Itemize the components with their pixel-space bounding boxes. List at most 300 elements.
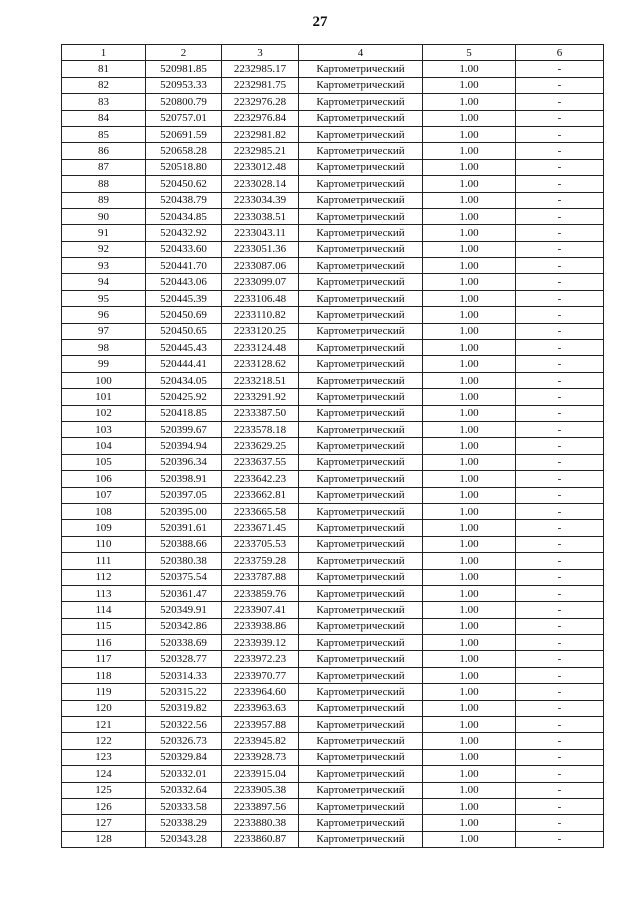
point-number-cell: 84: [62, 110, 146, 126]
point-number-cell: 88: [62, 176, 146, 192]
accuracy-cell: 1.00: [423, 389, 516, 405]
note-cell: -: [516, 323, 604, 339]
x-coordinate-cell: 520397.05: [146, 487, 222, 503]
y-coordinate-cell: 2233915.04: [222, 766, 299, 782]
method-cell: Картометрический: [299, 815, 423, 831]
table-row: [62, 208, 604, 224]
accuracy-cell: 1.00: [423, 307, 516, 323]
note-cell: -: [516, 831, 604, 847]
y-coordinate-cell: 2233665.58: [222, 503, 299, 519]
y-coordinate-cell: 2233110.82: [222, 307, 299, 323]
method-cell: Картометрический: [299, 766, 423, 782]
note-cell: -: [516, 159, 604, 175]
accuracy-cell: 1.00: [423, 61, 516, 77]
table-row: [62, 290, 604, 306]
table-row: [62, 356, 604, 372]
method-cell: Картометрический: [299, 274, 423, 290]
point-number-cell: 101: [62, 389, 146, 405]
accuracy-cell: 1.00: [423, 438, 516, 454]
y-coordinate-cell: 2233939.12: [222, 635, 299, 651]
point-number-cell: 126: [62, 798, 146, 814]
accuracy-cell: 1.00: [423, 618, 516, 634]
x-coordinate-cell: 520450.69: [146, 307, 222, 323]
accuracy-cell: 1.00: [423, 454, 516, 470]
x-coordinate-cell: 520800.79: [146, 94, 222, 110]
accuracy-cell: 1.00: [423, 176, 516, 192]
table-row: [62, 421, 604, 437]
y-coordinate-cell: 2233629.25: [222, 438, 299, 454]
table-row: [62, 258, 604, 274]
note-cell: -: [516, 667, 604, 683]
y-coordinate-cell: 2233038.51: [222, 208, 299, 224]
y-coordinate-cell: 2233897.56: [222, 798, 299, 814]
point-number-cell: 124: [62, 766, 146, 782]
y-coordinate-cell: 2233120.25: [222, 323, 299, 339]
method-cell: Картометрический: [299, 323, 423, 339]
note-cell: -: [516, 798, 604, 814]
method-cell: Картометрический: [299, 667, 423, 683]
table-row: [62, 471, 604, 487]
y-coordinate-cell: 2233860.87: [222, 831, 299, 847]
point-number-cell: 109: [62, 520, 146, 536]
point-number-cell: 100: [62, 372, 146, 388]
x-coordinate-cell: 520691.59: [146, 126, 222, 142]
note-cell: -: [516, 569, 604, 585]
method-cell: Картометрический: [299, 733, 423, 749]
table-row: [62, 782, 604, 798]
point-number-cell: 110: [62, 536, 146, 552]
table-row: [62, 536, 604, 552]
x-coordinate-cell: 520338.69: [146, 635, 222, 651]
point-number-cell: 92: [62, 241, 146, 257]
accuracy-cell: 1.00: [423, 766, 516, 782]
note-cell: -: [516, 602, 604, 618]
note-cell: -: [516, 815, 604, 831]
note-cell: -: [516, 389, 604, 405]
x-coordinate-cell: 520315.22: [146, 684, 222, 700]
method-cell: Картометрический: [299, 61, 423, 77]
x-coordinate-cell: 520953.33: [146, 77, 222, 93]
method-cell: Картометрический: [299, 700, 423, 716]
table-row: [62, 307, 604, 323]
method-cell: Картометрический: [299, 585, 423, 601]
note-cell: -: [516, 61, 604, 77]
method-cell: Картометрический: [299, 241, 423, 257]
note-cell: -: [516, 585, 604, 601]
note-cell: -: [516, 340, 604, 356]
point-number-cell: 96: [62, 307, 146, 323]
table-row: [62, 717, 604, 733]
accuracy-cell: 1.00: [423, 536, 516, 552]
note-cell: -: [516, 651, 604, 667]
note-cell: -: [516, 438, 604, 454]
table-row: [62, 241, 604, 257]
method-cell: Картометрический: [299, 176, 423, 192]
x-coordinate-cell: 520445.39: [146, 290, 222, 306]
x-coordinate-cell: 520432.92: [146, 225, 222, 241]
accuracy-cell: 1.00: [423, 569, 516, 585]
x-coordinate-cell: 520338.29: [146, 815, 222, 831]
note-cell: -: [516, 176, 604, 192]
point-number-cell: 116: [62, 635, 146, 651]
x-coordinate-cell: 520314.33: [146, 667, 222, 683]
point-number-cell: 111: [62, 553, 146, 569]
method-cell: Картометрический: [299, 487, 423, 503]
note-cell: -: [516, 356, 604, 372]
accuracy-cell: 1.00: [423, 831, 516, 847]
point-number-cell: 120: [62, 700, 146, 716]
point-number-cell: 123: [62, 749, 146, 765]
table-row: [62, 159, 604, 175]
method-cell: Картометрический: [299, 782, 423, 798]
table-row: [62, 635, 604, 651]
method-cell: Картометрический: [299, 389, 423, 405]
accuracy-cell: 1.00: [423, 258, 516, 274]
x-coordinate-cell: 520342.86: [146, 618, 222, 634]
method-cell: Картометрический: [299, 208, 423, 224]
point-number-cell: 86: [62, 143, 146, 159]
table-row: [62, 684, 604, 700]
table-row: [62, 389, 604, 405]
method-cell: Картометрический: [299, 405, 423, 421]
x-coordinate-cell: 520518.80: [146, 159, 222, 175]
note-cell: -: [516, 553, 604, 569]
y-coordinate-cell: 2233928.73: [222, 749, 299, 765]
y-coordinate-cell: 2233218.51: [222, 372, 299, 388]
x-coordinate-cell: 520319.82: [146, 700, 222, 716]
method-cell: Картометрический: [299, 717, 423, 733]
y-coordinate-cell: 2233787.88: [222, 569, 299, 585]
point-number-cell: 81: [62, 61, 146, 77]
note-cell: -: [516, 471, 604, 487]
page-number: 27: [312, 14, 328, 30]
x-coordinate-cell: 520398.91: [146, 471, 222, 487]
table-row: [62, 225, 604, 241]
note-cell: -: [516, 110, 604, 126]
y-coordinate-cell: 2233705.53: [222, 536, 299, 552]
accuracy-cell: 1.00: [423, 405, 516, 421]
x-coordinate-cell: 520443.06: [146, 274, 222, 290]
x-coordinate-cell: 520445.43: [146, 340, 222, 356]
y-coordinate-cell: 2233957.88: [222, 717, 299, 733]
accuracy-cell: 1.00: [423, 241, 516, 257]
note-cell: -: [516, 536, 604, 552]
y-coordinate-cell: 2233387.50: [222, 405, 299, 421]
point-number-cell: 125: [62, 782, 146, 798]
method-cell: Картометрический: [299, 192, 423, 208]
coordinates-table: [61, 44, 604, 848]
table-row: [62, 585, 604, 601]
note-cell: -: [516, 520, 604, 536]
x-coordinate-cell: 520450.65: [146, 323, 222, 339]
point-number-cell: 113: [62, 585, 146, 601]
method-cell: Картометрический: [299, 307, 423, 323]
accuracy-cell: 1.00: [423, 733, 516, 749]
table-row: [62, 520, 604, 536]
accuracy-cell: 1.00: [423, 520, 516, 536]
note-cell: -: [516, 635, 604, 651]
x-coordinate-cell: 520388.66: [146, 536, 222, 552]
accuracy-cell: 1.00: [423, 651, 516, 667]
method-cell: Картометрический: [299, 536, 423, 552]
point-number-cell: 99: [62, 356, 146, 372]
note-cell: -: [516, 94, 604, 110]
x-coordinate-cell: 520438.79: [146, 192, 222, 208]
x-coordinate-cell: 520434.85: [146, 208, 222, 224]
table-row: [62, 766, 604, 782]
table-row: [62, 110, 604, 126]
note-cell: -: [516, 126, 604, 142]
point-number-cell: 95: [62, 290, 146, 306]
table-row: [62, 192, 604, 208]
table-row: [62, 602, 604, 618]
y-coordinate-cell: 2232976.84: [222, 110, 299, 126]
x-coordinate-cell: 520757.01: [146, 110, 222, 126]
point-number-cell: 114: [62, 602, 146, 618]
method-cell: Картометрический: [299, 520, 423, 536]
accuracy-cell: 1.00: [423, 684, 516, 700]
table-row: [62, 749, 604, 765]
point-number-cell: 98: [62, 340, 146, 356]
y-coordinate-cell: 2233970.77: [222, 667, 299, 683]
accuracy-cell: 1.00: [423, 667, 516, 683]
note-cell: -: [516, 225, 604, 241]
x-coordinate-cell: 520332.01: [146, 766, 222, 782]
accuracy-cell: 1.00: [423, 274, 516, 290]
table-row: [62, 176, 604, 192]
accuracy-cell: 1.00: [423, 356, 516, 372]
table-row: [62, 487, 604, 503]
point-number-cell: 97: [62, 323, 146, 339]
y-coordinate-cell: 2233637.55: [222, 454, 299, 470]
accuracy-cell: 1.00: [423, 126, 516, 142]
point-number-cell: 108: [62, 503, 146, 519]
method-cell: Картометрический: [299, 602, 423, 618]
point-number-cell: 83: [62, 94, 146, 110]
y-coordinate-cell: 2232981.82: [222, 126, 299, 142]
accuracy-cell: 1.00: [423, 503, 516, 519]
x-coordinate-cell: 520380.38: [146, 553, 222, 569]
note-cell: -: [516, 258, 604, 274]
y-coordinate-cell: 2233012.48: [222, 159, 299, 175]
point-number-cell: 82: [62, 77, 146, 93]
note-cell: -: [516, 618, 604, 634]
method-cell: Картометрический: [299, 77, 423, 93]
accuracy-cell: 1.00: [423, 208, 516, 224]
table-row: [62, 126, 604, 142]
y-coordinate-cell: 2232981.75: [222, 77, 299, 93]
x-coordinate-cell: 520322.56: [146, 717, 222, 733]
accuracy-cell: 1.00: [423, 487, 516, 503]
point-number-cell: 106: [62, 471, 146, 487]
y-coordinate-cell: 2233028.14: [222, 176, 299, 192]
note-cell: -: [516, 782, 604, 798]
note-cell: -: [516, 143, 604, 159]
y-coordinate-cell: 2233759.28: [222, 553, 299, 569]
accuracy-cell: 1.00: [423, 815, 516, 831]
table-row: [62, 831, 604, 847]
method-cell: Картометрический: [299, 225, 423, 241]
table-row: [62, 569, 604, 585]
point-number-cell: 128: [62, 831, 146, 847]
y-coordinate-cell: 2233905.38: [222, 782, 299, 798]
y-coordinate-cell: 2233938.86: [222, 618, 299, 634]
method-cell: Картометрический: [299, 454, 423, 470]
point-number-cell: 85: [62, 126, 146, 142]
y-coordinate-cell: 2233043.11: [222, 225, 299, 241]
table-row: [62, 94, 604, 110]
x-coordinate-cell: 520394.94: [146, 438, 222, 454]
x-coordinate-cell: 520333.58: [146, 798, 222, 814]
point-number-cell: 93: [62, 258, 146, 274]
x-coordinate-cell: 520326.73: [146, 733, 222, 749]
point-number-cell: 107: [62, 487, 146, 503]
column-header: 6: [516, 45, 604, 61]
method-cell: Картометрический: [299, 831, 423, 847]
note-cell: -: [516, 717, 604, 733]
note-cell: -: [516, 766, 604, 782]
method-cell: Картометрический: [299, 749, 423, 765]
accuracy-cell: 1.00: [423, 323, 516, 339]
y-coordinate-cell: 2233662.81: [222, 487, 299, 503]
point-number-cell: 104: [62, 438, 146, 454]
column-header: 2: [146, 45, 222, 61]
method-cell: Картометрический: [299, 684, 423, 700]
table-row: [62, 143, 604, 159]
note-cell: -: [516, 274, 604, 290]
x-coordinate-cell: 520981.85: [146, 61, 222, 77]
method-cell: Картометрический: [299, 110, 423, 126]
table-row: [62, 700, 604, 716]
table-row: [62, 618, 604, 634]
x-coordinate-cell: 520434.05: [146, 372, 222, 388]
note-cell: -: [516, 684, 604, 700]
y-coordinate-cell: 2233034.39: [222, 192, 299, 208]
note-cell: -: [516, 192, 604, 208]
method-cell: Картометрический: [299, 471, 423, 487]
accuracy-cell: 1.00: [423, 798, 516, 814]
x-coordinate-cell: 520375.54: [146, 569, 222, 585]
note-cell: -: [516, 503, 604, 519]
table-row: [62, 651, 604, 667]
point-number-cell: 127: [62, 815, 146, 831]
point-number-cell: 102: [62, 405, 146, 421]
table-row: [62, 274, 604, 290]
accuracy-cell: 1.00: [423, 143, 516, 159]
y-coordinate-cell: 2233945.82: [222, 733, 299, 749]
method-cell: Картометрический: [299, 553, 423, 569]
accuracy-cell: 1.00: [423, 471, 516, 487]
y-coordinate-cell: 2233964.60: [222, 684, 299, 700]
x-coordinate-cell: 520391.61: [146, 520, 222, 536]
point-number-cell: 89: [62, 192, 146, 208]
method-cell: Картометрический: [299, 159, 423, 175]
accuracy-cell: 1.00: [423, 94, 516, 110]
method-cell: Картометрический: [299, 798, 423, 814]
x-coordinate-cell: 520328.77: [146, 651, 222, 667]
column-header: 4: [299, 45, 423, 61]
x-coordinate-cell: 520441.70: [146, 258, 222, 274]
point-number-cell: 119: [62, 684, 146, 700]
method-cell: Картометрический: [299, 372, 423, 388]
method-cell: Картометрический: [299, 258, 423, 274]
x-coordinate-cell: 520332.64: [146, 782, 222, 798]
note-cell: -: [516, 307, 604, 323]
note-cell: -: [516, 372, 604, 388]
accuracy-cell: 1.00: [423, 192, 516, 208]
point-number-cell: 105: [62, 454, 146, 470]
accuracy-cell: 1.00: [423, 225, 516, 241]
accuracy-cell: 1.00: [423, 700, 516, 716]
accuracy-cell: 1.00: [423, 372, 516, 388]
x-coordinate-cell: 520399.67: [146, 421, 222, 437]
note-cell: -: [516, 241, 604, 257]
x-coordinate-cell: 520450.62: [146, 176, 222, 192]
note-cell: -: [516, 77, 604, 93]
method-cell: Картометрический: [299, 618, 423, 634]
point-number-cell: 112: [62, 569, 146, 585]
accuracy-cell: 1.00: [423, 421, 516, 437]
table-row: [62, 438, 604, 454]
table-row: [62, 454, 604, 470]
accuracy-cell: 1.00: [423, 585, 516, 601]
accuracy-cell: 1.00: [423, 717, 516, 733]
method-cell: Картометрический: [299, 635, 423, 651]
y-coordinate-cell: 2233972.23: [222, 651, 299, 667]
y-coordinate-cell: 2233907.41: [222, 602, 299, 618]
x-coordinate-cell: 520361.47: [146, 585, 222, 601]
accuracy-cell: 1.00: [423, 602, 516, 618]
note-cell: -: [516, 487, 604, 503]
method-cell: Картометрический: [299, 503, 423, 519]
accuracy-cell: 1.00: [423, 77, 516, 93]
column-header: 1: [62, 45, 146, 61]
y-coordinate-cell: 2233087.06: [222, 258, 299, 274]
point-number-cell: 90: [62, 208, 146, 224]
y-coordinate-cell: 2233963.63: [222, 700, 299, 716]
note-cell: -: [516, 454, 604, 470]
point-number-cell: 117: [62, 651, 146, 667]
y-coordinate-cell: 2233859.76: [222, 585, 299, 601]
column-header: 5: [423, 45, 516, 61]
x-coordinate-cell: 520349.91: [146, 602, 222, 618]
method-cell: Картометрический: [299, 569, 423, 585]
y-coordinate-cell: 2233642.23: [222, 471, 299, 487]
method-cell: Картометрический: [299, 438, 423, 454]
table-row: [62, 733, 604, 749]
point-number-cell: 121: [62, 717, 146, 733]
note-cell: -: [516, 208, 604, 224]
point-number-cell: 122: [62, 733, 146, 749]
method-cell: Картометрический: [299, 94, 423, 110]
table-body: [62, 61, 604, 848]
table-row: [62, 372, 604, 388]
column-header: 3: [222, 45, 299, 61]
accuracy-cell: 1.00: [423, 290, 516, 306]
y-coordinate-cell: 2232976.28: [222, 94, 299, 110]
accuracy-cell: 1.00: [423, 782, 516, 798]
note-cell: -: [516, 405, 604, 421]
point-number-cell: 91: [62, 225, 146, 241]
accuracy-cell: 1.00: [423, 635, 516, 651]
note-cell: -: [516, 749, 604, 765]
accuracy-cell: 1.00: [423, 749, 516, 765]
accuracy-cell: 1.00: [423, 159, 516, 175]
point-number-cell: 118: [62, 667, 146, 683]
point-number-cell: 115: [62, 618, 146, 634]
y-coordinate-cell: 2232985.21: [222, 143, 299, 159]
table-row: [62, 503, 604, 519]
